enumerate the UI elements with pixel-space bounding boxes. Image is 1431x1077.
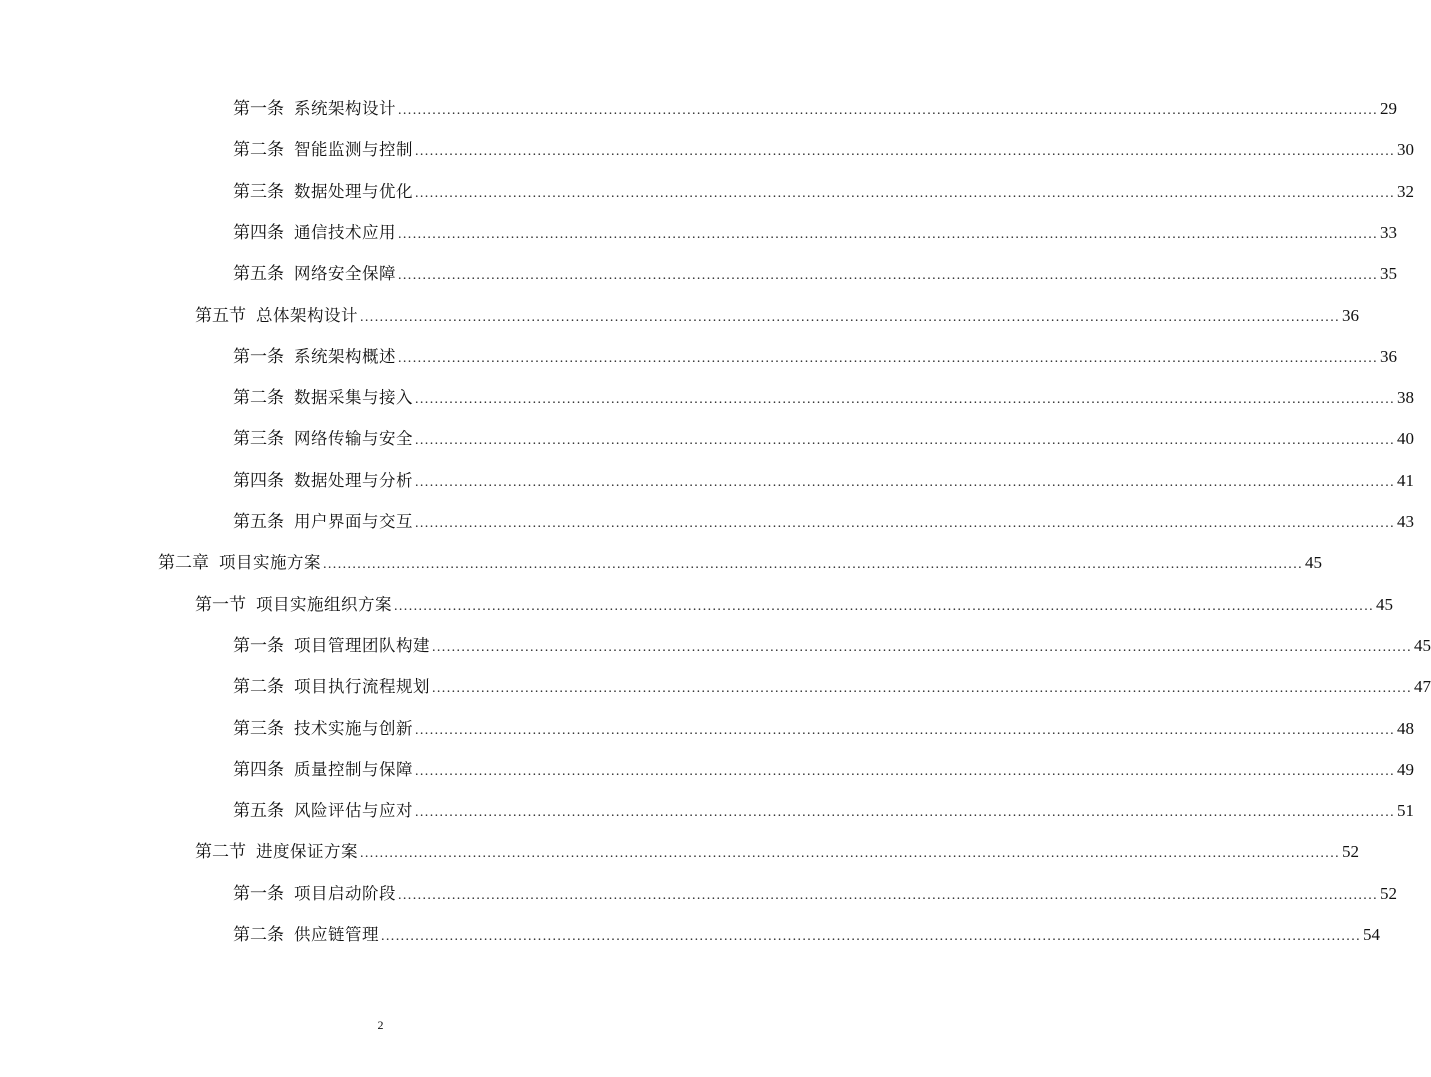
toc-dot-leader: ........................................................................................................................................................................................................ [398, 268, 1378, 284]
toc-entry-page-number: 45 [1305, 553, 1322, 573]
toc-dot-leader: ........................................................................................................................................................................................................ [415, 805, 1395, 821]
toc-entry[interactable] [233, 260, 1397, 288]
toc-entry-label: 第三条 [233, 181, 284, 202]
toc-entry-title: 项目启动阶段 [294, 883, 396, 903]
toc-entry-title: 网络安全保障 [294, 264, 396, 284]
toc-entry-title: 技术实施与创新 [294, 718, 413, 738]
toc-entry-label: 第四条 [233, 759, 284, 780]
toc-dot-leader: ........................................................................................................................................................................................................ [432, 639, 1412, 655]
toc-entry-page-number: 47 [1414, 677, 1431, 697]
toc-entry-page-number: 41 [1397, 470, 1414, 490]
toc-entry[interactable] [233, 219, 1397, 247]
toc-entry-title: 智能监测与控制 [294, 140, 413, 160]
toc-entry[interactable] [195, 302, 1359, 330]
toc-entry-label: 第一条 [233, 883, 284, 904]
toc-dot-leader: ........................................................................................................................................................................................................ [381, 929, 1361, 944]
toc-entry-title: 项目实施方案 [219, 553, 321, 573]
toc-dot-leader: ........................................................................................................................................................................................................ [415, 185, 1395, 201]
toc-dot-leader: ........................................................................................................................................................................................................ [398, 887, 1378, 903]
toc-entry-title: 数据采集与接入 [294, 388, 413, 408]
toc-entry-page-number: 40 [1397, 429, 1414, 449]
toc-entry-label: 第二条 [233, 388, 284, 409]
toc-entry[interactable] [233, 880, 1397, 908]
toc-entry-page-number: 29 [1380, 99, 1397, 118]
toc-dot-leader: ........................................................................................................................................................................................................ [360, 846, 1340, 862]
toc-dot-leader: ........................................................................................................................................................................................................ [415, 144, 1395, 160]
toc-entry-title: 供应链管理 [294, 925, 379, 944]
toc-entry-label: 第一条 [233, 99, 284, 119]
toc-entry-label: 第四条 [233, 222, 284, 243]
toc-entry-label: 第五条 [233, 801, 284, 822]
toc-entry[interactable] [233, 467, 1414, 495]
toc-entry-label: 第四条 [233, 470, 284, 491]
toc-entry-page-number: 32 [1397, 181, 1414, 201]
toc-dot-leader: ........................................................................................................................................................................................................ [415, 474, 1395, 490]
toc-entry[interactable] [233, 343, 1397, 371]
toc-entry[interactable] [195, 591, 1393, 619]
toc-entry-title: 用户界面与交互 [294, 512, 413, 531]
toc-entry-title: 通信技术应用 [294, 222, 396, 242]
toc-entry-title: 项目执行流程规划 [294, 677, 430, 697]
toc-entry[interactable] [233, 921, 1380, 949]
toc-entry-title: 项目管理团队构建 [294, 635, 430, 655]
toc-dot-leader: ........................................................................................................................................................................................................ [432, 681, 1412, 697]
toc-entry-label: 第三条 [233, 429, 284, 450]
toc-dot-leader: ........................................................................................................................................................................................................ [398, 350, 1378, 366]
toc-entry-page-number: 30 [1397, 140, 1414, 160]
toc-entry-label: 第三条 [233, 718, 284, 739]
toc-entry-page-number: 35 [1380, 264, 1397, 284]
toc-entry[interactable] [233, 95, 1397, 123]
toc-entry-label: 第五条 [233, 512, 284, 532]
toc-entry-title: 网络传输与安全 [294, 429, 413, 449]
toc-entry-page-number: 45 [1376, 594, 1393, 614]
toc-entry-title: 系统架构设计 [294, 99, 396, 118]
toc-entry[interactable] [158, 549, 1322, 577]
toc-dot-leader: ........................................................................................................................................................................................................ [415, 392, 1395, 408]
toc-entry[interactable] [233, 508, 1414, 536]
toc-entry-label: 第二条 [233, 140, 284, 161]
toc-entry-label: 第五条 [233, 264, 284, 285]
toc-entry[interactable] [233, 136, 1414, 164]
toc-entry-page-number: 33 [1380, 222, 1397, 242]
toc-dot-leader: ........................................................................................................................................................................................................ [398, 226, 1378, 242]
toc-entry-page-number: 52 [1342, 842, 1359, 862]
toc-entry-title: 数据处理与分析 [294, 470, 413, 490]
toc-entry-label: 第一节 [195, 594, 246, 615]
toc-entry-title: 数据处理与优化 [294, 181, 413, 201]
toc-entry-label: 第五节 [195, 305, 246, 326]
toc-entry[interactable] [233, 178, 1414, 206]
toc-entry[interactable] [233, 673, 1431, 701]
toc-entry-label: 第一条 [233, 346, 284, 367]
toc-entry[interactable] [233, 756, 1414, 784]
toc-entry[interactable] [233, 797, 1414, 825]
toc-dot-leader: ........................................................................................................................................................................................................ [415, 433, 1395, 449]
toc-entry-label: 第一条 [233, 635, 284, 656]
toc-dot-leader: ........................................................................................................................................................................................................ [415, 722, 1395, 738]
toc-entry-title: 总体架构设计 [256, 305, 358, 325]
toc-entry[interactable] [195, 838, 1359, 866]
toc-entry-page-number: 43 [1397, 512, 1414, 531]
toc-entry-title: 进度保证方案 [256, 842, 358, 862]
toc-entry-title: 系统架构概述 [294, 346, 396, 366]
toc-dot-leader: ........................................................................................................................................................................................................ [415, 763, 1395, 779]
toc-entry-label: 第二节 [195, 842, 246, 863]
toc-entry[interactable] [233, 632, 1431, 660]
toc-entry-label: 第二章 [158, 553, 209, 574]
toc-entry-page-number: 36 [1342, 305, 1359, 325]
page-number: 2 [377, 1018, 384, 1032]
toc-entry-page-number: 51 [1397, 801, 1414, 821]
toc-entry-page-number: 45 [1414, 635, 1431, 655]
toc-entry-page-number: 36 [1380, 346, 1397, 366]
toc-entry-page-number: 49 [1397, 759, 1414, 779]
toc-entry[interactable] [233, 384, 1414, 412]
toc-entry[interactable] [233, 715, 1414, 743]
toc-dot-leader: ........................................................................................................................................................................................................ [394, 598, 1374, 614]
toc-entry[interactable] [233, 425, 1414, 453]
toc-dot-leader: ........................................................................................................................................................................................................ [398, 103, 1378, 118]
toc-entry-page-number: 48 [1397, 718, 1414, 738]
toc-dot-leader: ........................................................................................................................................................................................................ [415, 516, 1395, 531]
toc-dot-leader: ........................................................................................................................................................................................................ [323, 557, 1303, 573]
toc-entry-page-number: 52 [1380, 883, 1397, 903]
toc-dot-leader: ........................................................................................................................................................................................................ [360, 309, 1340, 325]
toc-entry-page-number: 38 [1397, 388, 1414, 408]
toc-entry-label: 第二条 [233, 677, 284, 698]
toc-entry-label: 第二条 [233, 925, 284, 945]
toc-entry-title: 项目实施组织方案 [256, 594, 392, 614]
toc-entry-page-number: 54 [1363, 925, 1380, 944]
toc-entry-title: 风险评估与应对 [294, 801, 413, 821]
toc-entry-title: 质量控制与保障 [294, 759, 413, 779]
